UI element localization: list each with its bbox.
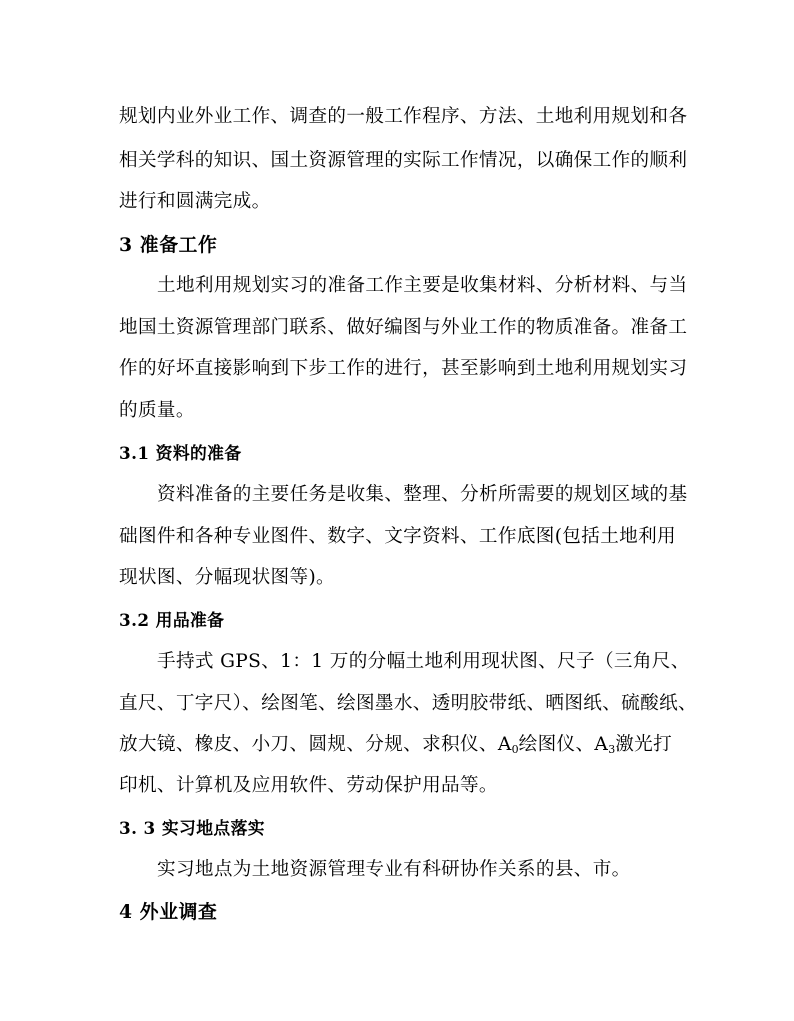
paragraph-line: 规划内业外业工作、调查的一般工作程序、方法、土地利用规划和各 [119,106,688,127]
section-heading-3-1: 3.1 资料的准备 [119,443,242,463]
section-heading-3: 3 准备工作 [119,234,218,256]
paragraph-line: 作的好坏直接影响到下步工作的进行，甚至影响到土地利用规划实习 [119,358,688,379]
text-run: 放大镜、橡皮、小刀、圆规、分规、求积仪、A [119,734,512,755]
text-run: 激光打 [615,734,673,755]
paragraph-line: 土地利用规划实习的准备工作主要是收集材料、分析材料、与当 [157,275,688,296]
paragraph-line: 地国土资源管理部门联系、做好编图与外业工作的物质准备。准备工 [119,317,688,338]
paragraph-line: 直尺、丁字尺）、绘图笔、绘图墨水、透明胶带纸、晒图纸、硫酸纸、 [119,693,697,714]
paragraph-line: 手持式 GPS、1：1 万的分幅土地利用现状图、尺子（三角尺、 [157,651,690,672]
section-heading-3-2: 3.2 用品准备 [119,610,225,630]
paragraph-line: 相关学科的知识、国土资源管理的实际工作情况，以确保工作的顺利 [119,150,688,171]
paragraph-line: 实习地点为土地资源管理专业有科研协作关系的县、市。 [157,859,631,880]
subscript-three: 3 [608,743,616,756]
paragraph-line: 的质量。 [119,400,195,421]
subscript-zero: 0 [511,743,519,756]
paragraph-line: 现状图、分幅现状图等)。 [119,567,335,588]
paragraph-line: 础图件和各种专业图件、数字、文字资料、工作底图(包括土地利用 [119,526,676,547]
section-heading-3-3: 3. 3 实习地点落实 [119,818,265,838]
section-heading-4: 4 外业调查 [119,901,218,923]
paragraph-line: 印机、计算机及应用软件、劳动保护用品等。 [119,775,498,796]
paragraph-line: 资料准备的主要任务是收集、整理、分析所需要的规划区域的基 [157,484,688,505]
paragraph-line: 进行和圆满完成。 [119,191,271,212]
text-run: 绘图仪、A [518,734,609,755]
paragraph-line-with-subscripts [119,733,679,762]
